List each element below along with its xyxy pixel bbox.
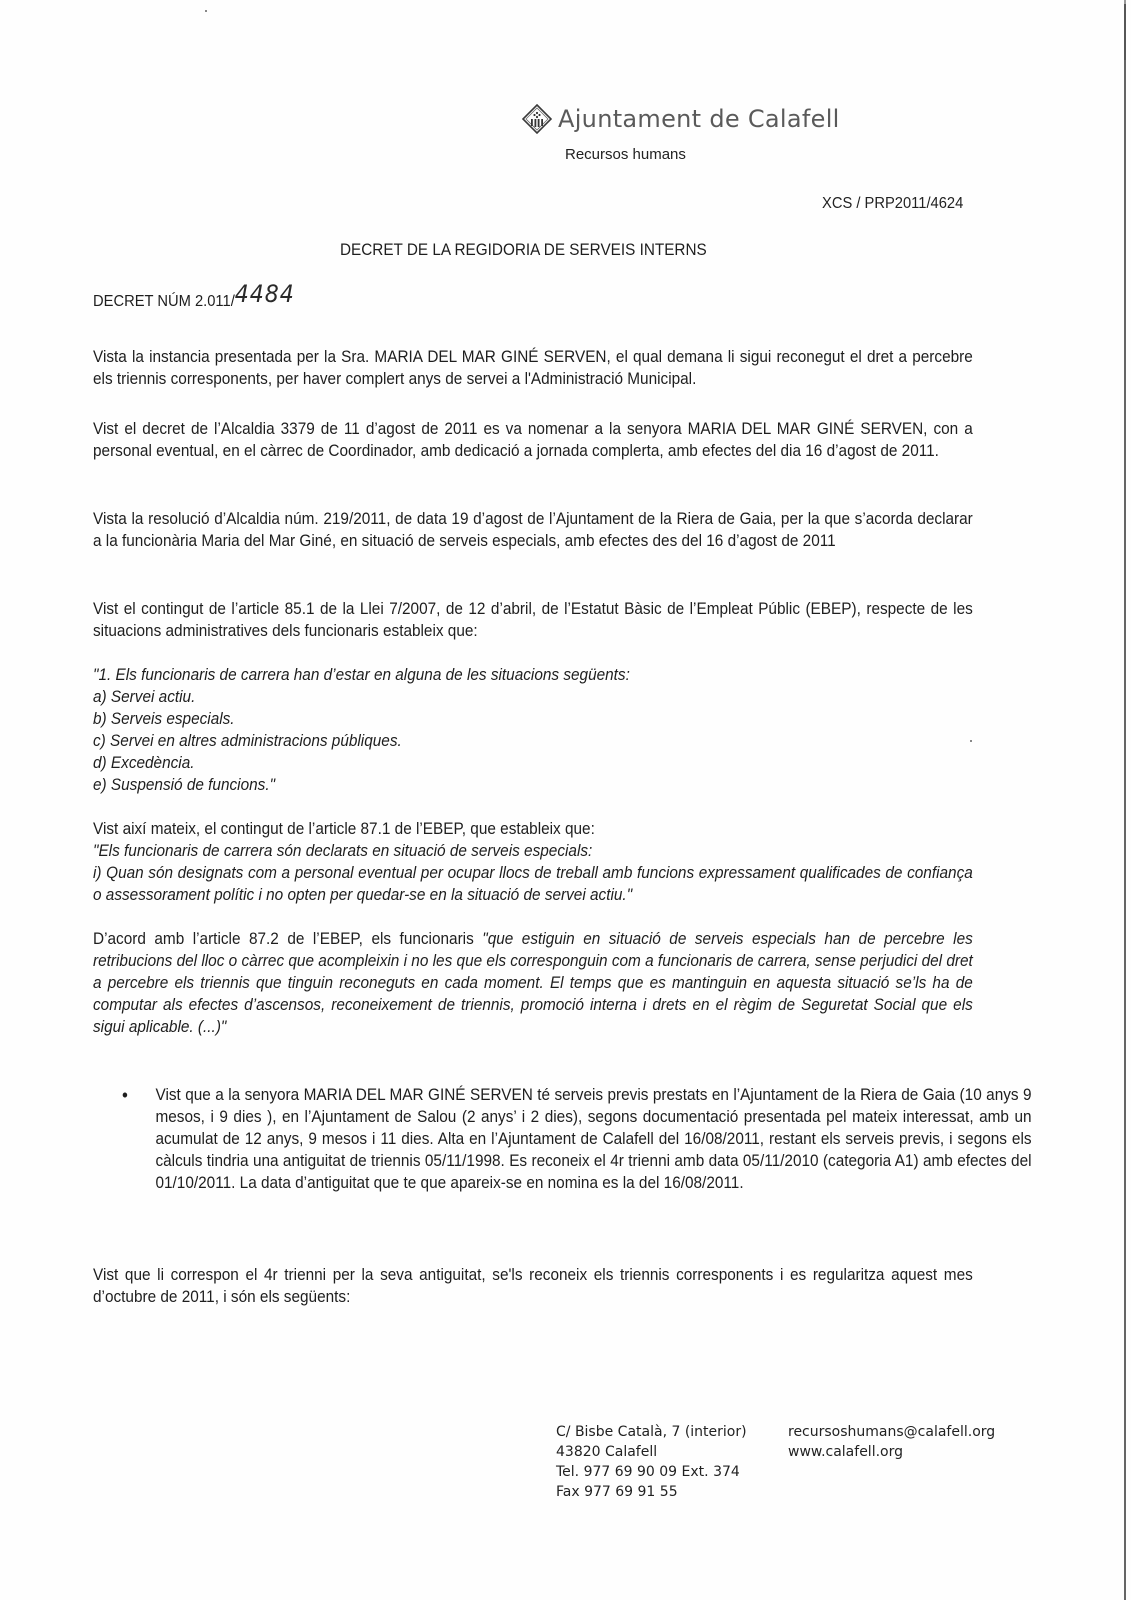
paragraph-conclusion: Vist que li correspon el 4r trienni per la seva antiguitat, se'ls reconeix els triennis corresponents i es regularitza aquest mes d’octubre de 2011, i són els següents: (93, 1266, 973, 1306)
quote-line: b) Serveis especials. (93, 710, 235, 728)
footer-contact (788, 1422, 995, 1462)
website-link[interactable]: www.calafell.org (788, 1444, 903, 1460)
bullet-icon: • (122, 1085, 128, 1105)
scan-speck (205, 10, 207, 12)
scan-edge-line (1124, 4, 1126, 1600)
quote-line: a) Servei actiu. (93, 688, 196, 706)
paragraph-lead: D’acord amb l’article 87.2 de l’EBEP, els funcionaris (93, 930, 483, 948)
coat-of-arms-diamond-icon (522, 104, 552, 134)
paragraph-resolucio: Vista la resolució d’Alcaldia núm. 219/2011, de data 19 d’agost de l’Ajuntament de la Riera de Gaia, per la que s’acorda declarar a la funcionària Maria del Mar Giné, en situació de serveis especials, amb efectes des del 16 d’agost de 2011 (93, 510, 973, 550)
quote-line: "Els funcionaris de carrera són declarats en situació de serveis especials: (93, 842, 593, 860)
organization-name: Ajuntament de Calafell (558, 105, 840, 133)
paragraph-article-87-2 (93, 928, 973, 1038)
paragraph-decret-alcaldia: Vist el decret de l’Alcaldia 3379 de 11 d’agost de 2011 es va nomenar a la senyora MARIA DEL MAR GINÉ SERVEN, con a personal eventual, en el càrrec de Coordinador, amb dedicació a jornada complerta, amb efectes del dia 16 d’agost de 2011. (93, 420, 973, 460)
decret-number-label: DECRET NÚM 2.011/ (93, 293, 235, 310)
reference-number: XCS / PRP2011/4624 (822, 195, 964, 212)
paragraph-article-87-1 (93, 818, 973, 906)
email-link[interactable]: recursoshumans@calafell.org (788, 1424, 996, 1440)
bullet-text: Vist que a la senyora MARIA DEL MAR GINÉ SERVEN té serveis previs prestats en l’Ajuntament de la Riera de Gaia (10 anys 9 mesos, i 9 dies ), en l’Ajuntament de Salou (2 anys’ i 2 dies), segons documentació presentada pel mateix interessat, amb un acumulat de 12 anys, 9 mesos i 11 dies. Alta en l’Ajuntament de Calafell del 16/08/2011, restant els serveis previs, i segons els càlculs tindria una antiguitat de triennis 05/11/1998. Es reconeix el 4r trienni amb data 05/11/2010 (categoria A1) amb efectes del 01/10/2011. La data d’antiguitat que te que apareix-se en nomina es la del 16/08/2011. (155, 1086, 1032, 1192)
decret-number (93, 280, 295, 312)
decret-number-handwritten: 4484 (234, 280, 295, 308)
department-name: Recursos humans (565, 146, 686, 163)
paragraph-instancia: Vista la instancia presentada per la Sra. MARIA DEL MAR GINÉ SERVEN, el qual demana li sigui reconegut el dret a percebre els triennis corresponents, per haver complert anys de servei a l'Administració Municipal. (93, 348, 973, 388)
quote-body: i) Quan són designats com a personal eventual per ocupar llocs de treball amb funcions expressament qualificades de confiança o assessorament polític i no opten per quedar-se en la situació de servei actiu." (93, 864, 973, 904)
quote-line: d) Excedència. (93, 754, 195, 772)
footer-address (556, 1422, 747, 1502)
paragraph-article-85: Vist el contingut de l’article 85.1 de la Llei 7/2007, de 12 d’abril, de l’Estatut Bàsic de l’Empleat Públic (EBEP), respecte de les situacions administratives dels funcionaris estableix que: (93, 600, 973, 640)
address-line: 43820 Calafell (556, 1444, 658, 1460)
address-line: C/ Bisbe Català, 7 (interior) (556, 1424, 747, 1440)
bullet-item-serveis-previs (122, 1084, 1032, 1194)
quote-situations-list (93, 664, 973, 796)
quote-line: c) Servei en altres administracions públiques. (93, 732, 402, 750)
phone-number: Tel. 977 69 90 09 Ext. 374 (556, 1464, 740, 1480)
quote-body: "que estiguin en situació de serveis especials han de percebre les retribucions del lloc o càrrec que acompleixin i no les que els corresponguin com a funcionaris de carrera, sense perjudici del dret a percebre els triennis que tinguin reconeguts en cada moment. El temps que es mantinguin en aquesta situació se’ls ha de computar als efectes d’ascensos, reconeixement de triennis, promoció interna i drets en el règim de Seguretat Social que els sigui aplicable. (...)" (93, 930, 973, 1036)
quote-line: "1. Els funcionaris de carrera han d’estar en alguna de les situacions següents: (93, 666, 630, 684)
document-title: DECRET DE LA REGIDORIA DE SERVEIS INTERNS (340, 240, 707, 259)
organization-brand (522, 104, 840, 134)
fax-number: Fax 977 69 91 55 (556, 1484, 678, 1500)
quote-line: e) Suspensió de funcions." (93, 776, 276, 794)
paragraph-intro: Vist així mateix, el contingut de l’article 87.1 de l’EBEP, que estableix que: (93, 820, 595, 838)
